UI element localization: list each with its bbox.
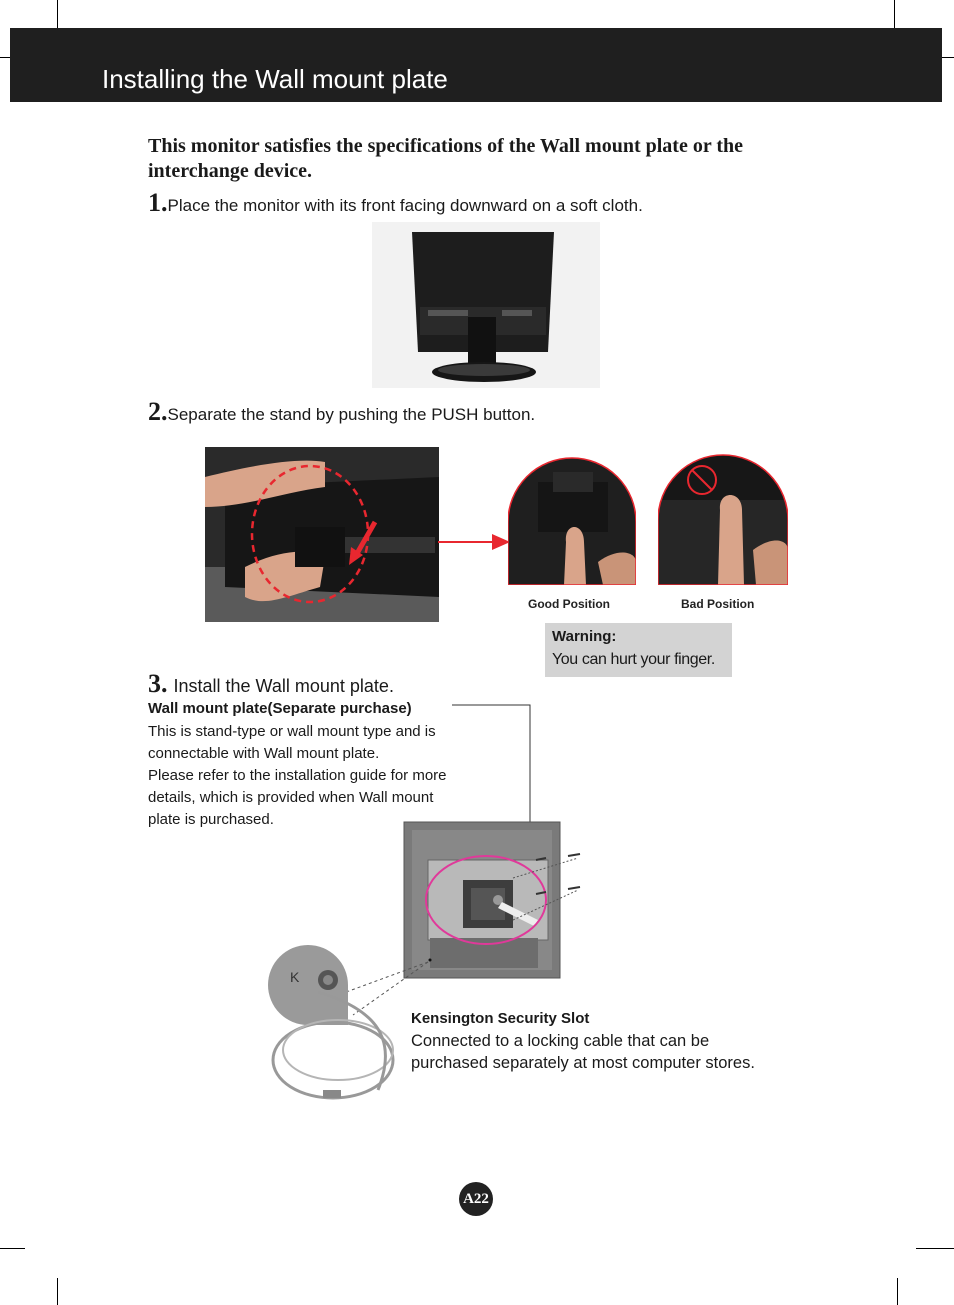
crop-mark [916,1248,954,1249]
bad-position-caption: Bad Position [681,597,755,611]
thumb [718,495,744,585]
thumb [564,527,586,585]
step-2 [148,397,535,427]
kensington-title: Kensington Security Slot [411,1010,590,1027]
step-text: Install the Wall mount plate. [173,676,394,696]
kensington-line: Connected to a locking cable that can be [411,1032,710,1050]
crop-mark [894,0,895,28]
step-number: 2. [148,397,168,426]
screw [568,887,580,889]
separate-stand-photo [205,447,439,622]
crop-mark [57,0,58,28]
step-text: Separate the stand by pushing the PUSH button. [167,405,536,424]
crop-mark [0,1248,25,1249]
page-title: Installing the Wall mount plate [102,64,448,94]
warning-title: Warning: [552,628,617,645]
kensington-description [411,1030,801,1074]
crop-mark [0,57,10,58]
crop-mark [942,57,954,58]
callout-line [450,703,535,828]
step-3 [148,669,394,699]
kensington-slot [429,959,432,962]
step-number: 1. [148,188,168,217]
crop-mark [897,1278,898,1305]
wall-mount-title: Wall mount plate(Separate purchase) [148,700,412,717]
wall-mount-line: details, which is provided when Wall mount [148,789,434,806]
good-position-caption: Good Position [528,597,610,611]
wall-mount-line: plate is purchased. [148,811,274,828]
kensington-line: purchased separately at most computer stores. [411,1054,755,1072]
wall-mount-line: connectable with Wall mount plate. [148,745,380,762]
step-1 [148,188,643,218]
screw [568,854,580,856]
wall-mount-line: This is stand-type or wall mount type and is [148,723,436,740]
stand-neck [468,317,496,367]
crop-mark [57,1278,58,1305]
svg-text:K: K [290,969,300,985]
step-text: Place the monitor with its front facing downward on a soft cloth. [167,196,643,215]
bad-position-image [658,450,788,585]
step-number: 3. [148,669,168,698]
page-number-badge: A22 [459,1182,493,1216]
wall-mount-line: Please refer to the installation guide for more [148,767,447,784]
warning-text: You can hurt your finger. [552,651,715,668]
monitor-back-photo [372,222,600,388]
intro-text: This monitor satisfies the specifications of the Wall mount plate or the interchange device. [148,135,743,182]
good-position-image [508,452,636,585]
pointer-arrow [438,530,510,554]
